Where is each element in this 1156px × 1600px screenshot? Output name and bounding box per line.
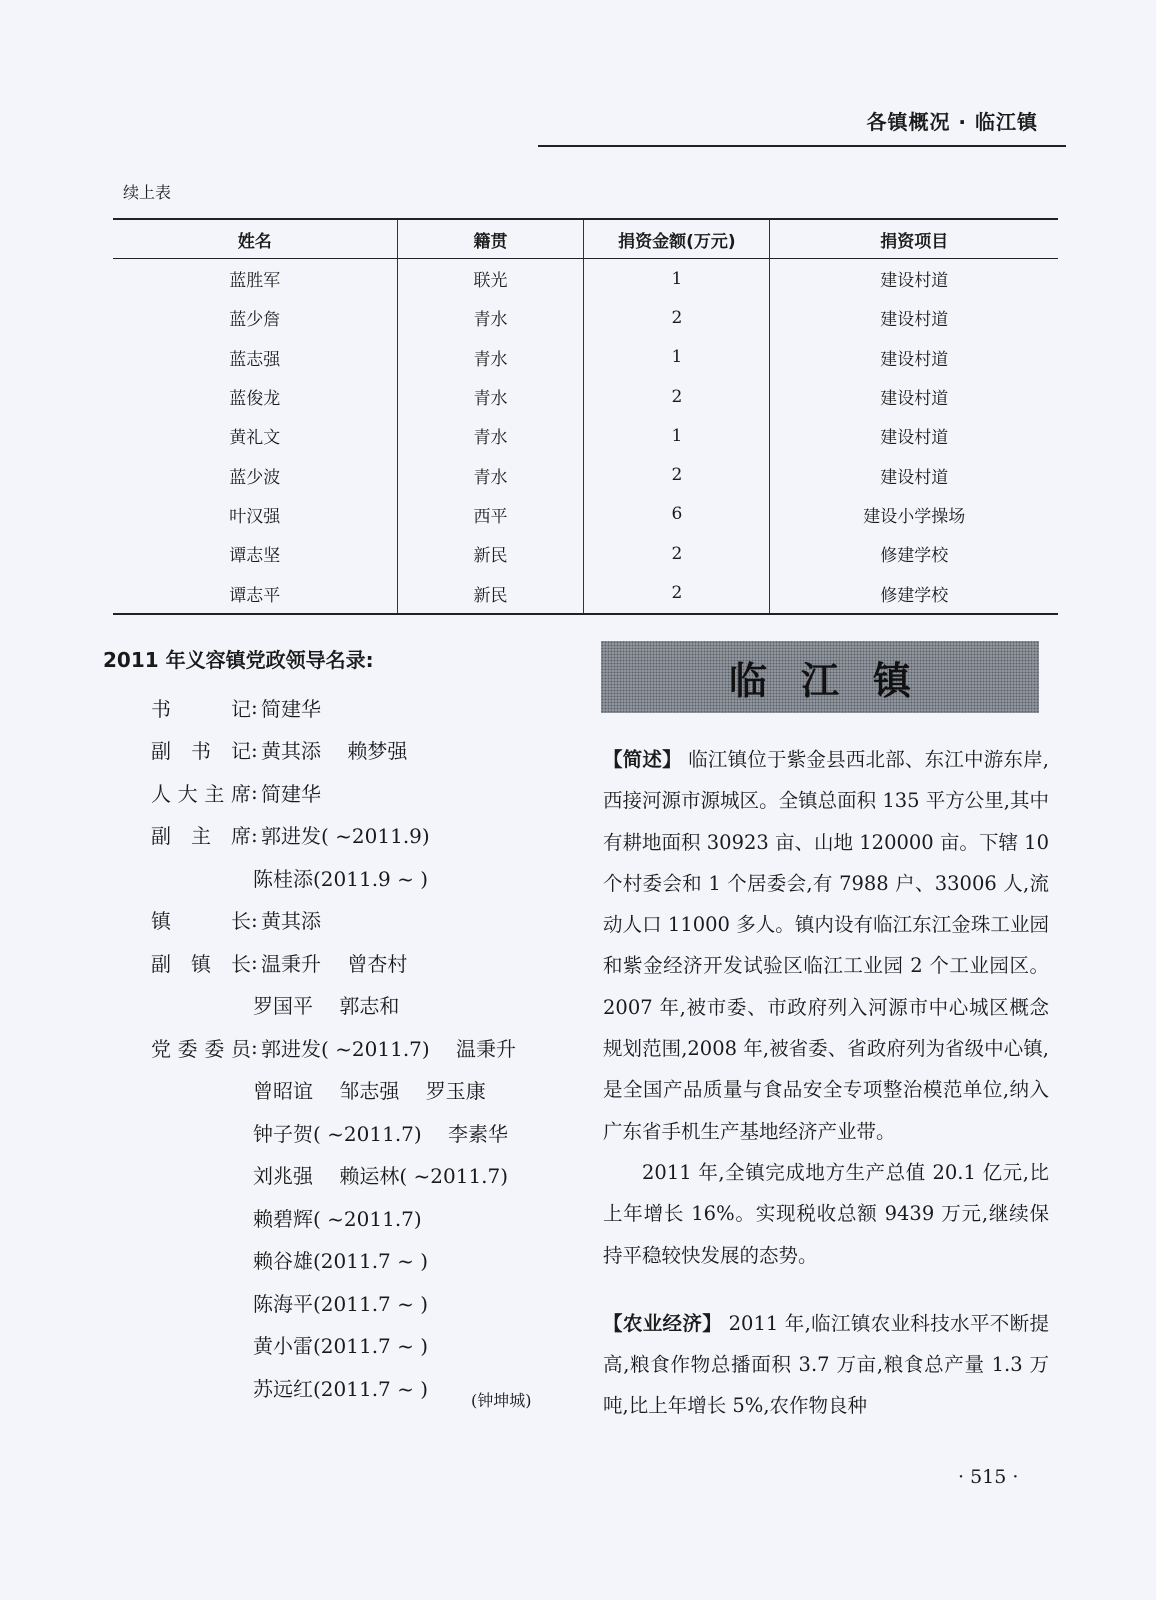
leader-title: 人大主席 [151, 781, 251, 806]
leader-colon: : [251, 737, 258, 762]
page-number: · 515 · [958, 1466, 1019, 1488]
author-credit: (钟坤城) [471, 1391, 532, 1410]
agriculture-paragraph [603, 1303, 1049, 1427]
cell-amount: 2 [584, 377, 770, 416]
cell-amount: 2 [584, 534, 770, 573]
cell-project: 建设村道 [770, 259, 1058, 299]
leader-entry [103, 899, 573, 942]
leader-colon: : [251, 1035, 258, 1060]
cell-amount: 6 [584, 495, 770, 534]
header-rule [538, 145, 1066, 147]
cell-amount: 1 [584, 338, 770, 377]
leader-title: 书记 [151, 696, 251, 721]
cell-origin: 新民 [397, 573, 584, 613]
cell-name: 蓝少波 [229, 467, 281, 488]
leader-title: 党委委员 [151, 1036, 251, 1061]
cell-name: 谭志坚 [229, 546, 281, 567]
cell-name: 黄礼文 [229, 428, 281, 449]
column-header-amount: 捐资金额(万元) [584, 219, 770, 259]
leader-names: 黄其添 [261, 909, 321, 934]
table-header-row [113, 219, 1058, 259]
cell-origin: 青水 [397, 416, 584, 455]
leader-names-continued: 钟子贺( ~2011.7) 李素华 [253, 1121, 509, 1146]
running-header: 各镇概况 · 临江镇 [866, 110, 1038, 134]
cell-origin: 西平 [397, 495, 584, 534]
leader-colon: : [251, 822, 258, 847]
leader-names: 简建华 [261, 781, 321, 806]
cell-project: 建设村道 [770, 455, 1058, 494]
cell-origin: 青水 [397, 298, 584, 337]
cell-amount: 2 [584, 298, 770, 337]
cell-amount: 1 [584, 416, 770, 455]
cell-name: 蓝俊龙 [229, 389, 281, 410]
cell-amount: 1 [584, 259, 770, 299]
table-row [113, 338, 1058, 377]
leader-title: 副主席 [151, 824, 251, 849]
leader-entry [103, 771, 573, 814]
cell-amount: 2 [584, 455, 770, 494]
cell-origin: 青水 [397, 338, 584, 377]
column-header-project: 捐资项目 [770, 219, 1058, 259]
cell-project: 建设村道 [770, 298, 1058, 337]
table-row [113, 377, 1058, 416]
leader-colon: : [251, 695, 258, 720]
leader-names-continued: 刘兆强 赖运林( ~2011.7) [253, 1164, 509, 1189]
leader-entry [103, 941, 573, 984]
agriculture-text: 2011 年,临江镇农业科技水平不断提高,粮食作物总播面积 3.7 万亩,粮食总产量 1.3 万吨,比上年增长 5%,农作物良种 [603, 1311, 1049, 1418]
overview-paragraph [603, 739, 1049, 1152]
table-caption: 续上表 [123, 183, 172, 202]
leader-names: 郭进发( ~2011.7) 温秉升 [261, 1036, 517, 1061]
overview-tag: 【简述】 [603, 748, 682, 771]
section-body [603, 739, 1049, 1427]
leader-title: 镇长 [151, 909, 251, 934]
leader-names-continued: 陈桂添(2011.9 ~ ) [253, 866, 429, 891]
table-row [113, 416, 1058, 455]
table-row [113, 495, 1058, 534]
leader-names: 黄其添 赖梦强 [261, 739, 408, 764]
leaders-heading: 2011 年义容镇党政领导名录: [103, 648, 374, 672]
table-row [113, 259, 1058, 299]
leader-entries [103, 686, 573, 1409]
leader-entry [103, 729, 573, 772]
leader-names-continued: 曾昭谊 邹志强 罗玉康 [253, 1079, 486, 1104]
leader-entry [103, 814, 573, 857]
cell-name: 蓝志强 [229, 349, 281, 370]
section-title: 临江镇 [728, 658, 945, 703]
overview-text: 临江镇位于紫金县西北部、东江中游东岸,西接河源市源城区。全镇总面积 135 平方公里,其中有耕地面积 30923 亩、山地 120000 亩。下辖 10 个村委会和 1 个居委会,有 7988 户、33006 人,流动人口 11000 多人。镇内设有临江东江金珠工业园和紫金经济开发试验区临江工业园 2 个工业园区。2007 年,被市委、市政府列入河源市中心城区概念规划范围,2008 年,被省委、省政府列为省级中心镇,是全国产品质量与食品安全专项整治模范单位,纳入广东省手机生产基地经济产业带。 [603, 748, 1049, 1143]
section-banner [601, 641, 1039, 713]
cell-origin: 联光 [397, 259, 584, 299]
leader-names: 郭进发( ~2011.9) [261, 824, 430, 849]
cell-origin: 新民 [397, 534, 584, 573]
column-header-name: 姓名 [113, 219, 397, 259]
leader-entry [103, 686, 573, 729]
leader-entry [103, 1026, 573, 1069]
leader-names: 温秉升 曾杏村 [261, 951, 408, 976]
table-body [113, 259, 1058, 614]
cell-name: 叶汉强 [229, 506, 281, 527]
donation-table [113, 218, 1058, 615]
cell-project: 建设小学操场 [770, 495, 1058, 534]
leader-names-continued: 赖谷雄(2011.7 ~ ) [253, 1249, 429, 1274]
leader-names: 简建华 [261, 696, 321, 721]
leader-title: 副镇长 [151, 951, 251, 976]
cell-name: 谭志平 [113, 573, 397, 613]
leader-names-continued: 苏远红(2011.7 ~ ) [253, 1376, 429, 1401]
table-row [113, 455, 1058, 494]
cell-amount: 2 [584, 573, 770, 613]
agriculture-tag: 【农业经济】 [603, 1311, 723, 1335]
leader-colon: : [251, 780, 258, 805]
cell-project: 修建学校 [770, 534, 1058, 573]
cell-project: 修建学校 [770, 573, 1058, 613]
leaders-list [103, 644, 573, 1409]
cell-name: 蓝少詹 [229, 310, 281, 331]
leader-title: 副书记 [151, 739, 251, 764]
cell-project: 建设村道 [770, 338, 1058, 377]
column-header-origin: 籍贯 [397, 219, 584, 259]
cell-name: 蓝胜军 [229, 271, 281, 292]
economy-paragraph: 2011 年,全镇完成地方生产总值 20.1 亿元,比上年增长 16%。实现税收总额 9439 万元,继续保持平稳较快发展的态势。 [603, 1160, 1049, 1267]
leader-names-continued: 赖碧辉( ~2011.7) [253, 1206, 422, 1231]
cell-project: 建设村道 [770, 377, 1058, 416]
table-row [113, 298, 1058, 337]
table-row [113, 534, 1058, 573]
table-row [113, 573, 1058, 613]
leader-colon: : [251, 907, 258, 932]
cell-origin: 青水 [397, 377, 584, 416]
leader-colon: : [251, 950, 258, 975]
cell-origin: 青水 [397, 455, 584, 494]
leader-names-continued: 陈海平(2011.7 ~ ) [253, 1291, 429, 1316]
cell-project: 建设村道 [770, 416, 1058, 455]
leader-names-continued: 罗国平 郭志和 [253, 994, 400, 1019]
leader-names-continued: 黄小雷(2011.7 ~ ) [253, 1334, 429, 1359]
